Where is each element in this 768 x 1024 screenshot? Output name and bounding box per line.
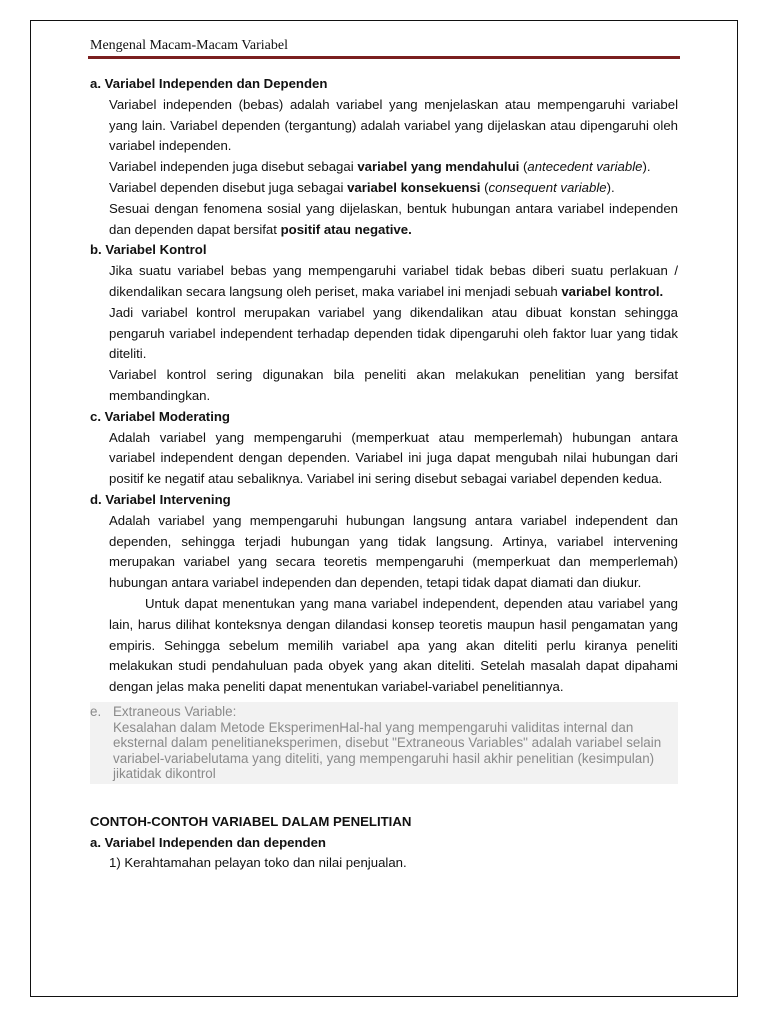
paragraph-independen-definition	[90, 95, 678, 157]
header-rule	[88, 56, 680, 59]
heading-contoh-variabel: CONTOH-CONTOH VARIABEL DALAM PENELITIAN	[90, 813, 412, 829]
text: (	[519, 159, 528, 175]
document-body	[90, 74, 678, 874]
text: Adalah variabel yang mempengaruhi hubungan langsung antara variabel independent dan dependen, sehingga terjadi hubungan yang tidak langsung. Artinya, variabel intervening merupakan variabel yang secara teoretis mempengaruhi (memperkuat dan memperlemah) hubungan antara variabel independen dan dependen, tetapi tidak dapat diamati dan diukur.	[109, 512, 678, 591]
extraneous-content	[113, 704, 674, 782]
heading-variabel-moderating: c. Variabel Moderating	[90, 408, 230, 424]
extraneous-body: Kesalahan dalam Metode EksperimenHal-hal yang mempengaruhi validitas internal dan eksternal dalam penelitianeksperimen, disebut "Extraneous Variables" adalah variabel selain variabel-variabelutama yang diteliti, yang mempengaruhi hasil akhir penelitian (kesimpulan) jikatidak dikontrol	[113, 719, 662, 782]
text: Variabel independen (bebas) adalah variabel yang menjelaskan atau mempengaruhi variabel yang lain. Variabel dependen (tergantung) adalah variabel yang dijelaskan atau dipengaruhi oleh variabel independen.	[109, 96, 678, 154]
paragraph-consequent	[90, 178, 678, 199]
example-item-1: 1) Kerahtamahan pelayan toko dan nilai penjualan.	[109, 855, 407, 871]
bold-term: variabel yang mendahului	[357, 159, 520, 175]
heading-variabel-independen-dependen: a. Variabel Independen dan Dependen	[90, 76, 328, 91]
text: Variabel independen juga disebut sebagai	[109, 159, 358, 175]
text: Variabel kontrol sering digunakan bila peneliti akan melakukan penelitian yang bersifat membandingkan.	[109, 367, 678, 403]
bold-term: positif atau negative.	[280, 221, 412, 237]
text: Untuk dapat menentukan yang mana variabel independent, dependen atau variabel yang lain, harus dilihat konteksnya dengan dilandasi konsep teoretis maupun hasil pengamatan yang empiris. Sehingga sebelum memilih variabel apa yang akan diteliti perlu kiranya peneliti melakukan studi pendahuluan pada obyek yang akan diteliti. Setelah masalah dapat dipahami dengan jelas maka peneliti dapat menentukan variabel-variabel penelitiannya.	[109, 595, 678, 695]
heading-variabel-intervening: d. Variabel Intervening	[90, 491, 231, 507]
italic-term: consequent variable	[488, 179, 607, 195]
subheading-independen-dependen: a. Variabel Independen dan dependen	[90, 834, 326, 850]
paragraph-antecedent	[90, 157, 678, 178]
paragraph-menentukan-variabel	[90, 594, 678, 698]
heading-variabel-kontrol: b. Variabel Kontrol	[90, 242, 207, 258]
text: Jika suatu variabel bebas yang mempengaruhi variabel tidak bebas diberi suatu perlakuan / dikendalikan secara langsung oleh periset, maka variabel ini menjadi sebuah	[109, 263, 678, 299]
paragraph-kontrol-explained	[90, 303, 678, 365]
list-marker: e.	[90, 703, 102, 719]
text: Sesuai dengan fenomena sosial yang dijelaskan, bentuk hubungan antara variabel independen dan dependen dapat bersifat	[109, 200, 678, 237]
text: (	[480, 179, 489, 195]
italic-term: antecedent variable	[527, 159, 643, 175]
text: ).	[642, 159, 651, 175]
paragraph-moderating	[90, 428, 678, 490]
extraneous-variable-block	[90, 702, 678, 784]
paragraph-kontrol-usage	[90, 365, 678, 407]
text: Variabel dependen disebut juga sebagai	[109, 179, 348, 195]
extraneous-title: Extraneous Variable:	[113, 703, 237, 719]
paragraph-kontrol-definition	[90, 261, 678, 303]
paragraph-intervening	[90, 511, 678, 594]
running-header: Mengenal Macam-Macam Variabel	[90, 38, 288, 53]
text: Jadi variabel kontrol merupakan variabel yang dikendalikan atau dibuat konstan sehingga pengaruh variabel independent terhadap dependen tidak dipengaruhi oleh faktor luar yang tidak diteliti.	[109, 304, 678, 362]
bold-term: variabel kontrol.	[561, 283, 664, 299]
text: Adalah variabel yang mempengaruhi (memperkuat atau memperlemah) hubungan antara variabel independent dengan dependen. Variabel ini juga dapat mengubah nilai hubungan dari positif ke negatif atau sebaliknya. Variabel ini sering disebut sebagai variabel dependen kedua.	[109, 429, 678, 487]
text: ).	[606, 179, 615, 195]
bold-term: variabel konsekuensi	[347, 179, 481, 195]
paragraph-relationship	[90, 199, 678, 241]
